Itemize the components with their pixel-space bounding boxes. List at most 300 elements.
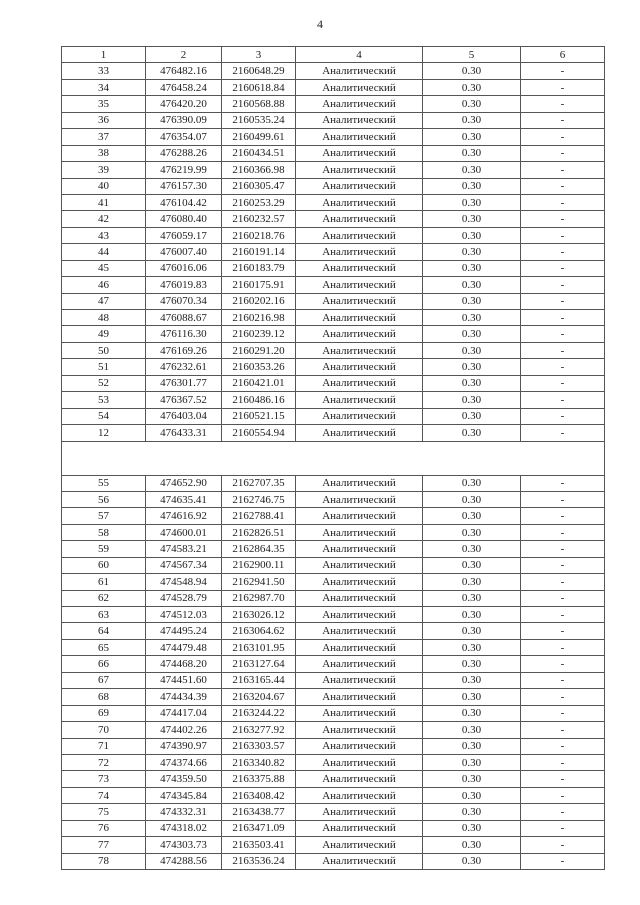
table-cell: 2160554.94 <box>222 425 296 441</box>
table-cell: 474468.20 <box>146 656 222 672</box>
table-cell: 474528.79 <box>146 590 222 606</box>
table-cell: 0.30 <box>423 277 521 293</box>
table-cell: 35 <box>62 96 146 112</box>
table-cell: 0.30 <box>423 656 521 672</box>
table-cell: - <box>521 162 605 178</box>
table-cell: 2160535.24 <box>222 112 296 128</box>
table-cell: 2163340.82 <box>222 754 296 770</box>
table-row <box>62 738 605 754</box>
header-cell: 5 <box>423 47 521 63</box>
table-cell: 2162941.50 <box>222 574 296 590</box>
header-cell: 2 <box>146 47 222 63</box>
table-cell: - <box>521 260 605 276</box>
table-cell: 72 <box>62 754 146 770</box>
table-cell: Аналитический <box>296 211 423 227</box>
table-cell: Аналитический <box>296 277 423 293</box>
table-cell: - <box>521 722 605 738</box>
table-cell: 474318.02 <box>146 820 222 836</box>
table-row <box>62 211 605 227</box>
table-cell: 57 <box>62 508 146 524</box>
coordinates-table-body <box>62 47 605 870</box>
table-cell: 34 <box>62 79 146 95</box>
table-cell: - <box>521 244 605 260</box>
table-cell: 474548.94 <box>146 574 222 590</box>
table-row <box>62 853 605 869</box>
table-cell: Аналитический <box>296 837 423 853</box>
table-cell: 474635.41 <box>146 491 222 507</box>
table-cell: - <box>521 754 605 770</box>
table-cell: 0.30 <box>423 771 521 787</box>
table-row <box>62 129 605 145</box>
table-cell: 0.30 <box>423 491 521 507</box>
table-cell: Аналитический <box>296 820 423 836</box>
table-cell: 476059.17 <box>146 227 222 243</box>
table-cell: 476232.61 <box>146 359 222 375</box>
table-cell: Аналитический <box>296 178 423 194</box>
table-cell: Аналитический <box>296 738 423 754</box>
table-cell: 2160183.79 <box>222 260 296 276</box>
table-cell: Аналитический <box>296 689 423 705</box>
table-cell: 0.30 <box>423 787 521 803</box>
table-cell: - <box>521 475 605 491</box>
table-cell: - <box>521 541 605 557</box>
table-cell: 2163408.42 <box>222 787 296 803</box>
table-cell: Аналитический <box>296 129 423 145</box>
table-cell: 2163064.62 <box>222 623 296 639</box>
table-cell: 61 <box>62 574 146 590</box>
table-cell: 0.30 <box>423 574 521 590</box>
table-cell: 0.30 <box>423 359 521 375</box>
table-row <box>62 375 605 391</box>
table-row <box>62 804 605 820</box>
table-cell: Аналитический <box>296 194 423 210</box>
table-cell: 476169.26 <box>146 342 222 358</box>
table-cell: 63 <box>62 607 146 623</box>
table-cell: 62 <box>62 590 146 606</box>
table-row <box>62 194 605 210</box>
table-cell: 474451.60 <box>146 672 222 688</box>
table-cell: 0.30 <box>423 705 521 721</box>
table-cell: 474288.56 <box>146 853 222 869</box>
table-cell: Аналитический <box>296 491 423 507</box>
table-row <box>62 277 605 293</box>
table-cell: - <box>521 524 605 540</box>
table-row <box>62 425 605 441</box>
table-cell: - <box>521 425 605 441</box>
table-cell: - <box>521 508 605 524</box>
table-cell: 474303.73 <box>146 837 222 853</box>
table-cell: Аналитический <box>296 508 423 524</box>
table-cell: 0.30 <box>423 590 521 606</box>
table-cell: - <box>521 326 605 342</box>
table-cell: Аналитический <box>296 162 423 178</box>
table-cell: - <box>521 689 605 705</box>
table-cell: 0.30 <box>423 63 521 79</box>
table-cell: - <box>521 375 605 391</box>
table-row <box>62 705 605 721</box>
table-cell: 0.30 <box>423 260 521 276</box>
table-cell: 45 <box>62 260 146 276</box>
table-cell: 2160648.29 <box>222 63 296 79</box>
table-cell: 0.30 <box>423 837 521 853</box>
table-cell: 0.30 <box>423 342 521 358</box>
table-cell: 50 <box>62 342 146 358</box>
table-row <box>62 178 605 194</box>
table-cell: 476157.30 <box>146 178 222 194</box>
table-cell: 474345.84 <box>146 787 222 803</box>
table-cell: Аналитический <box>296 541 423 557</box>
table-cell: 0.30 <box>423 557 521 573</box>
table-cell: Аналитический <box>296 310 423 326</box>
table-row <box>62 524 605 540</box>
table-cell: 2163127.64 <box>222 656 296 672</box>
table-cell: 474600.01 <box>146 524 222 540</box>
table-cell: 0.30 <box>423 129 521 145</box>
table-cell: 0.30 <box>423 722 521 738</box>
table-cell: 476007.40 <box>146 244 222 260</box>
table-cell: 0.30 <box>423 853 521 869</box>
table-cell: 476088.67 <box>146 310 222 326</box>
table-cell: 0.30 <box>423 79 521 95</box>
table-cell: - <box>521 408 605 424</box>
table-row <box>62 310 605 326</box>
table-cell: 2163471.09 <box>222 820 296 836</box>
table-cell: 476288.26 <box>146 145 222 161</box>
table-row <box>62 508 605 524</box>
table-cell: - <box>521 145 605 161</box>
page-number: 4 <box>317 17 323 31</box>
table-cell: - <box>521 491 605 507</box>
table-cell: 0.30 <box>423 541 521 557</box>
table-cell: Аналитический <box>296 639 423 655</box>
table-cell: Аналитический <box>296 227 423 243</box>
table-row <box>62 79 605 95</box>
table-cell: 75 <box>62 804 146 820</box>
table-row <box>62 244 605 260</box>
table-cell: 71 <box>62 738 146 754</box>
table-cell: Аналитический <box>296 574 423 590</box>
table-cell: 474512.03 <box>146 607 222 623</box>
table-row <box>62 771 605 787</box>
table-cell: 60 <box>62 557 146 573</box>
table-cell: - <box>521 804 605 820</box>
table-cell: - <box>521 656 605 672</box>
table-cell: - <box>521 194 605 210</box>
table-cell: 2160202.16 <box>222 293 296 309</box>
table-cell: 0.30 <box>423 524 521 540</box>
blank-cell <box>62 441 605 475</box>
table-cell: Аналитический <box>296 260 423 276</box>
table-cell: 54 <box>62 408 146 424</box>
table-cell: Аналитический <box>296 112 423 128</box>
table-cell: Аналитический <box>296 244 423 260</box>
table-cell: 47 <box>62 293 146 309</box>
table-cell: Аналитический <box>296 754 423 770</box>
table-cell: 0.30 <box>423 178 521 194</box>
table-row <box>62 689 605 705</box>
table-cell: 474417.04 <box>146 705 222 721</box>
coordinates-table <box>61 46 605 870</box>
table-cell: Аналитический <box>296 722 423 738</box>
table-cell: 0.30 <box>423 211 521 227</box>
table-cell: - <box>521 590 605 606</box>
table-row <box>62 112 605 128</box>
table-cell: 73 <box>62 771 146 787</box>
table-cell: - <box>521 227 605 243</box>
table-cell: Аналитический <box>296 63 423 79</box>
table-cell: 0.30 <box>423 672 521 688</box>
table-cell: 2163375.88 <box>222 771 296 787</box>
table-cell: - <box>521 178 605 194</box>
table-cell: - <box>521 129 605 145</box>
table-cell: 52 <box>62 375 146 391</box>
table-cell: 0.30 <box>423 293 521 309</box>
table-cell: 42 <box>62 211 146 227</box>
table-cell: - <box>521 293 605 309</box>
table-row <box>62 754 605 770</box>
table-cell: 40 <box>62 178 146 194</box>
table-cell: 2160305.47 <box>222 178 296 194</box>
table-cell: 0.30 <box>423 375 521 391</box>
table-cell: 43 <box>62 227 146 243</box>
table-cell: 2163165.44 <box>222 672 296 688</box>
table-cell: 476104.42 <box>146 194 222 210</box>
table-cell: Аналитический <box>296 408 423 424</box>
table-cell: 51 <box>62 359 146 375</box>
header-cell: 6 <box>521 47 605 63</box>
table-row <box>62 656 605 672</box>
table-cell: 65 <box>62 639 146 655</box>
table-cell: 474495.24 <box>146 623 222 639</box>
table-cell: 2163503.41 <box>222 837 296 853</box>
table-cell: Аналитический <box>296 607 423 623</box>
table-cell: 0.30 <box>423 326 521 342</box>
table-cell: Аналитический <box>296 557 423 573</box>
table-cell: 0.30 <box>423 623 521 639</box>
table-cell: 77 <box>62 837 146 853</box>
table-cell: 474434.39 <box>146 689 222 705</box>
table-cell: 67 <box>62 672 146 688</box>
table-row <box>62 342 605 358</box>
table-cell: 2162987.70 <box>222 590 296 606</box>
table-row <box>62 623 605 639</box>
table-cell: - <box>521 672 605 688</box>
table-cell: 2160353.26 <box>222 359 296 375</box>
table-row <box>62 590 605 606</box>
table-row <box>62 475 605 491</box>
table-cell: 474390.97 <box>146 738 222 754</box>
table-cell: 0.30 <box>423 689 521 705</box>
table-cell: 39 <box>62 162 146 178</box>
table-cell: 59 <box>62 541 146 557</box>
table-cell: 0.30 <box>423 392 521 408</box>
table-row <box>62 145 605 161</box>
table-cell: 476016.06 <box>146 260 222 276</box>
table-row <box>62 820 605 836</box>
table-cell: 2162826.51 <box>222 524 296 540</box>
table-cell: 12 <box>62 425 146 441</box>
table-cell: - <box>521 623 605 639</box>
table-cell: 0.30 <box>423 508 521 524</box>
table-cell: 2160253.29 <box>222 194 296 210</box>
table-cell: 0.30 <box>423 754 521 770</box>
table-cell: 2160291.20 <box>222 342 296 358</box>
table-row <box>62 722 605 738</box>
table-cell: - <box>521 639 605 655</box>
table-cell: 2160232.57 <box>222 211 296 227</box>
table-cell: 33 <box>62 63 146 79</box>
table-cell: 474359.50 <box>146 771 222 787</box>
table-cell: 2160191.14 <box>222 244 296 260</box>
table-cell: - <box>521 211 605 227</box>
table-cell: - <box>521 820 605 836</box>
table-cell: 476390.09 <box>146 112 222 128</box>
table-cell: 2163303.57 <box>222 738 296 754</box>
table-cell: 0.30 <box>423 475 521 491</box>
table-row <box>62 574 605 590</box>
table-row <box>62 162 605 178</box>
table-row <box>62 227 605 243</box>
table-cell: 46 <box>62 277 146 293</box>
header-cell: 3 <box>222 47 296 63</box>
table-row <box>62 260 605 276</box>
table-cell: 41 <box>62 194 146 210</box>
table-cell: 2163277.92 <box>222 722 296 738</box>
table-cell: 2160568.88 <box>222 96 296 112</box>
table-cell: Аналитический <box>296 326 423 342</box>
table-cell: 58 <box>62 524 146 540</box>
table-cell: 0.30 <box>423 145 521 161</box>
table-cell: 0.30 <box>423 639 521 655</box>
table-cell: 476116.30 <box>146 326 222 342</box>
table-cell: 0.30 <box>423 820 521 836</box>
table-cell: 2160175.91 <box>222 277 296 293</box>
table-cell: - <box>521 574 605 590</box>
table-cell: 476420.20 <box>146 96 222 112</box>
table-cell: 0.30 <box>423 194 521 210</box>
table-cell: 69 <box>62 705 146 721</box>
table-cell: 76 <box>62 820 146 836</box>
table-cell: 2160366.98 <box>222 162 296 178</box>
table-cell: 476019.83 <box>146 277 222 293</box>
table-cell: 476219.99 <box>146 162 222 178</box>
table-cell: 37 <box>62 129 146 145</box>
table-cell: 476367.52 <box>146 392 222 408</box>
table-cell: 476482.16 <box>146 63 222 79</box>
table-row <box>62 672 605 688</box>
table-cell: 0.30 <box>423 162 521 178</box>
table-cell: Аналитический <box>296 79 423 95</box>
table-cell: - <box>521 607 605 623</box>
table-row <box>62 639 605 655</box>
table-cell: - <box>521 853 605 869</box>
table-cell: Аналитический <box>296 145 423 161</box>
table-cell: 474374.66 <box>146 754 222 770</box>
table-cell: Аналитический <box>296 96 423 112</box>
table-cell: Аналитический <box>296 672 423 688</box>
table-cell: - <box>521 277 605 293</box>
table-cell: 474583.21 <box>146 541 222 557</box>
table-cell: 476433.31 <box>146 425 222 441</box>
table-cell: - <box>521 557 605 573</box>
table-row <box>62 392 605 408</box>
table-cell: 55 <box>62 475 146 491</box>
table-cell: 2163026.12 <box>222 607 296 623</box>
table-cell: 2162707.35 <box>222 475 296 491</box>
table-cell: 44 <box>62 244 146 260</box>
table-cell: 2160521.15 <box>222 408 296 424</box>
table-cell: - <box>521 310 605 326</box>
table-row <box>62 96 605 112</box>
table-header-row <box>62 47 605 63</box>
table-row <box>62 63 605 79</box>
table-row <box>62 359 605 375</box>
table-cell: Аналитический <box>296 342 423 358</box>
table-cell: Аналитический <box>296 771 423 787</box>
table-cell: 474567.34 <box>146 557 222 573</box>
table-cell: - <box>521 787 605 803</box>
table-cell: 2163438.77 <box>222 804 296 820</box>
table-cell: - <box>521 359 605 375</box>
table-cell: - <box>521 112 605 128</box>
table-cell: 48 <box>62 310 146 326</box>
table-cell: - <box>521 738 605 754</box>
table-cell: Аналитический <box>296 475 423 491</box>
table-row <box>62 557 605 573</box>
table-cell: 2162900.11 <box>222 557 296 573</box>
table-cell: Аналитический <box>296 590 423 606</box>
table-cell: Аналитический <box>296 787 423 803</box>
table-cell: 2162788.41 <box>222 508 296 524</box>
table-cell: 74 <box>62 787 146 803</box>
table-cell: 38 <box>62 145 146 161</box>
table-cell: - <box>521 771 605 787</box>
table-cell: 56 <box>62 491 146 507</box>
table-cell: 476354.07 <box>146 129 222 145</box>
table-cell: 70 <box>62 722 146 738</box>
table-cell: - <box>521 96 605 112</box>
table-cell: 0.30 <box>423 112 521 128</box>
table-row <box>62 326 605 342</box>
table-cell: - <box>521 63 605 79</box>
table-cell: 49 <box>62 326 146 342</box>
table-cell: 2163536.24 <box>222 853 296 869</box>
table-cell: - <box>521 837 605 853</box>
table-cell: 476403.04 <box>146 408 222 424</box>
table-row <box>62 837 605 853</box>
table-row <box>62 541 605 557</box>
table-cell: 2160499.61 <box>222 129 296 145</box>
table-cell: Аналитический <box>296 804 423 820</box>
table-cell: 474332.31 <box>146 804 222 820</box>
table-cell: 0.30 <box>423 425 521 441</box>
table-cell: 0.30 <box>423 738 521 754</box>
table-cell: 0.30 <box>423 408 521 424</box>
table-cell: 0.30 <box>423 96 521 112</box>
table-cell: - <box>521 342 605 358</box>
table-cell: 0.30 <box>423 607 521 623</box>
table-cell: 68 <box>62 689 146 705</box>
table-cell: Аналитический <box>296 623 423 639</box>
table-cell: 2160486.16 <box>222 392 296 408</box>
table-cell: - <box>521 79 605 95</box>
table-cell: 2163244.22 <box>222 705 296 721</box>
table-cell: 64 <box>62 623 146 639</box>
table-cell: 0.30 <box>423 227 521 243</box>
table-cell: Аналитический <box>296 293 423 309</box>
table-cell: 36 <box>62 112 146 128</box>
header-cell: 1 <box>62 47 146 63</box>
